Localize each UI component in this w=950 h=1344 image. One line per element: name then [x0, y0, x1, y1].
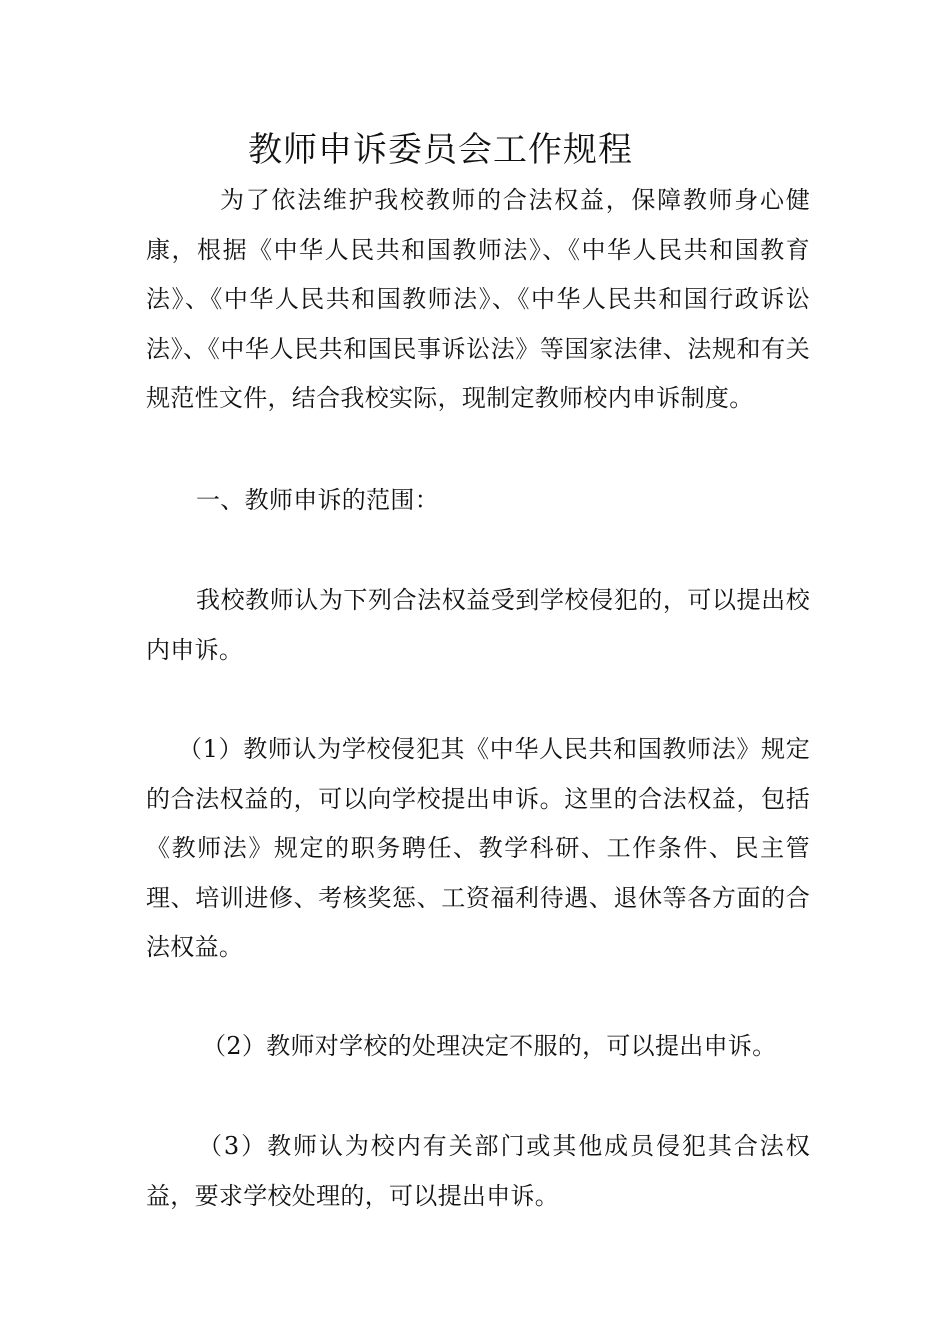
document-title: 教师申诉委员会工作规程: [248, 130, 633, 170]
list-item-2: （2）教师对学校的处理决定不服的，可以提出申诉。: [202, 1032, 777, 1060]
list-item-3: （3）教师认为校内有关部门或其他成员侵犯其合法权益，要求学校处理的，可以提出申诉。: [146, 1132, 810, 1210]
list-item-1: （1）教师认为学校侵犯其《中华人民共和国教师法》规定的合法权益的，可以向学校提出申诉。这里的合法权益，包括《教师法》规定的职务聘任、教学科研、工作条件、民主管理、培训进修、考核奖惩、工资福利待遇、退休等各方面的合法权益。: [146, 735, 810, 961]
intro-paragraph: 为了依法维护我校教师的合法权益，保障教师身心健康，根据《中华人民共和国教师法》、《中华人民共和国教育法》、《中华人民共和国教师法》、《中华人民共和国行政诉讼法》、《中华人民共和国民事诉讼法》等国家法律、法规和有关规范性文件，结合我校实际，现制定教师校内申诉制度。: [146, 186, 810, 412]
scope-paragraph: 我校教师认为下列合法权益受到学校侵犯的，可以提出校内申诉。: [146, 586, 810, 664]
section-heading: 一、教师申诉的范围：: [196, 486, 439, 514]
